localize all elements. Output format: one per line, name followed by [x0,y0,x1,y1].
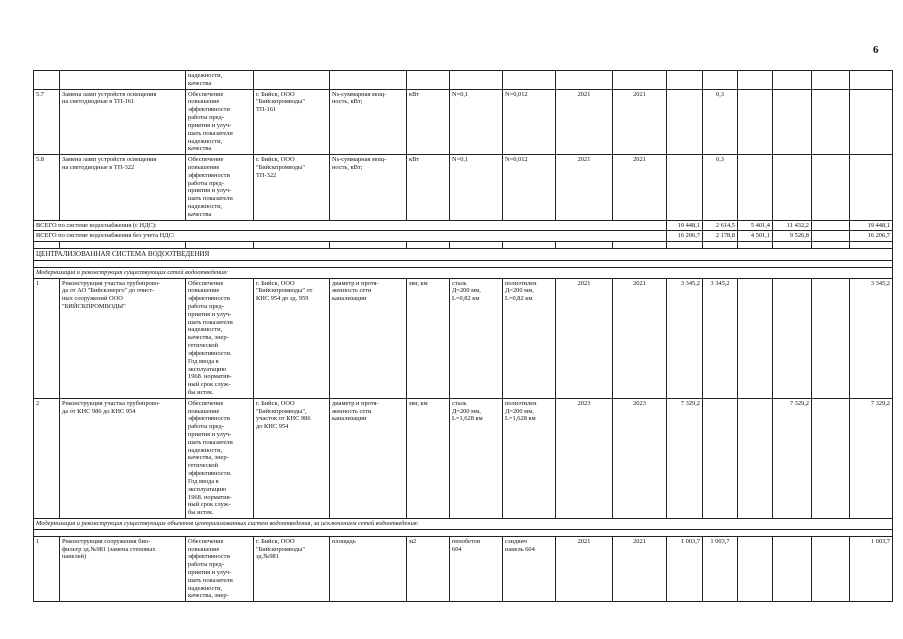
cell-unit: мм; км [407,278,450,398]
subsection-heading-text: Модернизация и реконструкция существующих сетей водоотведения: [34,267,893,278]
investment-program-table [33,70,893,602]
cell-indicator: Ns-суммарная мощ- ность, кВт; [330,155,407,221]
cell-after [503,71,556,90]
cell-total [850,71,893,90]
section-title [34,249,893,261]
cell-c5 [812,155,850,221]
page-number: 6 [873,44,879,56]
totals-v2: 2 178,8 [703,231,738,242]
table-row [34,155,893,221]
cell-num: 1 [34,536,60,602]
section-title-text: ЦЕНТРАЛИЗОВАННАЯ СИСТЕМА ВОДООТВЕДЕНИЯ [34,249,893,261]
cell-location: г. Бийск, ООО "Бийскпромводы" ТП-322 [254,155,330,221]
cell-num: 5.7 [34,89,60,155]
cell-total [850,89,893,155]
totals-row [34,231,893,242]
cell-before: сталь Д=200 мм, L=1,628 км [450,398,503,518]
table-row [34,71,893,90]
cell-num: 5.8 [34,155,60,221]
cell-indicator: диаметр и протя- женность сети канализации [330,278,407,398]
cell-purpose: Обеспечение повышение эффективности работы пред- приятия и улуч- шать показатели надежности, качества [186,89,254,155]
totals-v4: 11 432,2 [773,220,812,231]
table-row [34,278,893,398]
totals-label: ВСЕГО по системе водоснабжения без учета НДС: [34,231,667,242]
cell-location: г. Бийск, ООО "Бийскпромводы" от КНС 954 до зд. 959 [254,278,330,398]
cell-c1: 1 003,7 [667,536,703,602]
cell-name: Замена ламп устройств освещения на светодиодные в ТП-322 [60,155,186,221]
cell-c4 [773,155,812,221]
cell-before [450,71,503,90]
cell-total: 1 003,7 [850,536,893,602]
cell-c2: 3 345,2 [703,278,738,398]
cell-total: 3 345,2 [850,278,893,398]
totals-v3: 4 501,1 [738,231,773,242]
totals-v4: 9 526,8 [773,231,812,242]
cell-total: 7 329,2 [850,398,893,518]
cell-location: г. Бийск, ООО "Бийскпромводы", участок от КНС 986 до КНС 954 [254,398,330,518]
cell-after: N=0,012 [503,89,556,155]
cell-unit [407,71,450,90]
totals-v5 [812,220,850,231]
cell-c3 [738,155,773,221]
cell-name: Реконструкция участка трубопрово- да от КНС 986 до КНС 954 [60,398,186,518]
cell-name: Реконструкция участка трубопрово- да от АО "Бийскэнерго" до очист- ных сооружений ООО "БИЙСКПРОМВОДЫ" [60,278,186,398]
cell-c3 [738,536,773,602]
cell-c1 [667,155,703,221]
subsection-heading [34,518,893,529]
cell-location: г. Бийск, ООО "Бийскпромводы" зд.№981 [254,536,330,602]
cell-before: пенобетон 604 [450,536,503,602]
cell-c4 [773,71,812,90]
cell-c3 [738,71,773,90]
cell-total [850,155,893,221]
totals-label: ВСЕГО по системе водоснабжения (с НДС): [34,220,667,231]
cell-c4 [773,89,812,155]
cell-indicator: площадь [330,536,407,602]
totals-v1: 19 448,1 [667,220,703,231]
spacer-row [34,529,893,536]
cell-c3 [738,278,773,398]
cell-c5 [812,89,850,155]
table-row [34,398,893,518]
table-row [34,536,893,602]
cell-indicator [330,71,407,90]
cell-end: 2021 [613,155,667,221]
cell-after: сэндвич панель 604 [503,536,556,602]
cell-start: 2021 [556,278,613,398]
cell-start: 2021 [556,155,613,221]
cell-indicator: диаметр и протя- женность сети канализации [330,398,407,518]
cell-c1 [667,71,703,90]
cell-name: Замена ламп устройств освещения на светодиодные в ТП-161 [60,89,186,155]
spacer-row [34,242,893,249]
cell-c5 [812,278,850,398]
cell-c4: 7 329,2 [773,398,812,518]
cell-before: сталь Д=200 мм, L=0,82 км [450,278,503,398]
subsection-heading [34,267,893,278]
cell-end: 2021 [613,536,667,602]
cell-start [556,71,613,90]
totals-v2: 2 614,5 [703,220,738,231]
table-row [34,89,893,155]
subsection-heading-text: Модернизация и реконструкция существующих объектов централизованных систем водоотведения, за исключением сетей водоотведения: [34,518,893,529]
cell-c4 [773,536,812,602]
cell-end: 2021 [613,278,667,398]
cell-c3 [738,398,773,518]
cell-c2 [703,398,738,518]
cell-c2: 0,3 [703,155,738,221]
cell-location [254,71,330,90]
cell-unit: кВт [407,155,450,221]
cell-c2: 1 003,7 [703,536,738,602]
cell-num: 2 [34,398,60,518]
cell-c1: 3 345,2 [667,278,703,398]
cell-c2: 0,3 [703,89,738,155]
cell-c1 [667,89,703,155]
cell-c3 [738,89,773,155]
totals-row [34,220,893,231]
totals-v3: 5 401,4 [738,220,773,231]
cell-purpose: Обеспечение повышение эффективности работы пред- приятия и улуч- шать показатели надежности, качества [186,155,254,221]
totals-total: 16 206,7 [850,231,893,242]
cell-c5 [812,398,850,518]
cell-location: г. Бийск, ООО "Бийскпромводы" ТП-161 [254,89,330,155]
spacer-row [34,260,893,267]
spacer-row-text [34,260,893,267]
cell-purpose: Обеспечение повышение эффективности работы пред- приятия и улуч- шать показатели надежности, качества, энер- гетической эффективности. Год ввода в эксплуатацию 1968. норматив- ный срок служ- бы истек. [186,278,254,398]
cell-c4 [773,278,812,398]
cell-after: полиэтилен Д=200 мм, L=0,82 км [503,278,556,398]
cell-num [34,71,60,90]
cell-unit: м2 [407,536,450,602]
cell-name: Реконструкция сооружения био- фильтр зд.№981 (замена стеновых панелей) [60,536,186,602]
totals-v1: 16 206,7 [667,231,703,242]
cell-c5 [812,71,850,90]
cell-num: 1 [34,278,60,398]
cell-purpose: Обеспечение повышение эффективности работы пред- приятия и улуч- шать показатели надежности, качества, энер- гетической эффективности. Год ввода в эксплуатацию 1968. норматив- ный срок служ- бы истек. [186,398,254,518]
cell-name [60,71,186,90]
cell-end [613,71,667,90]
cell-unit: кВт [407,89,450,155]
cell-end: 2021 [613,89,667,155]
cell-end: 2023 [613,398,667,518]
cell-indicator: Ns-суммарная мощ- ность, кВт; [330,89,407,155]
cell-start: 2021 [556,89,613,155]
cell-c2 [703,71,738,90]
cell-after: N=0,012 [503,155,556,221]
cell-before: N=0,1 [450,155,503,221]
cell-purpose: надежности, качества [186,71,254,90]
totals-v5 [812,231,850,242]
totals-total: 19 448,1 [850,220,893,231]
cell-start: 2023 [556,398,613,518]
cell-before: N=0,1 [450,89,503,155]
spacer-row-text [34,529,893,536]
cell-c1: 7 329,2 [667,398,703,518]
cell-after: полиэтилен Д=200 мм, L=1,628 км [503,398,556,518]
cell-purpose: Обеспечение повышение эффективности работы пред- приятия и улуч- шать показатели надежности, качества, энер- [186,536,254,602]
cell-c5 [812,536,850,602]
cell-unit: мм; км [407,398,450,518]
cell-start: 2021 [556,536,613,602]
